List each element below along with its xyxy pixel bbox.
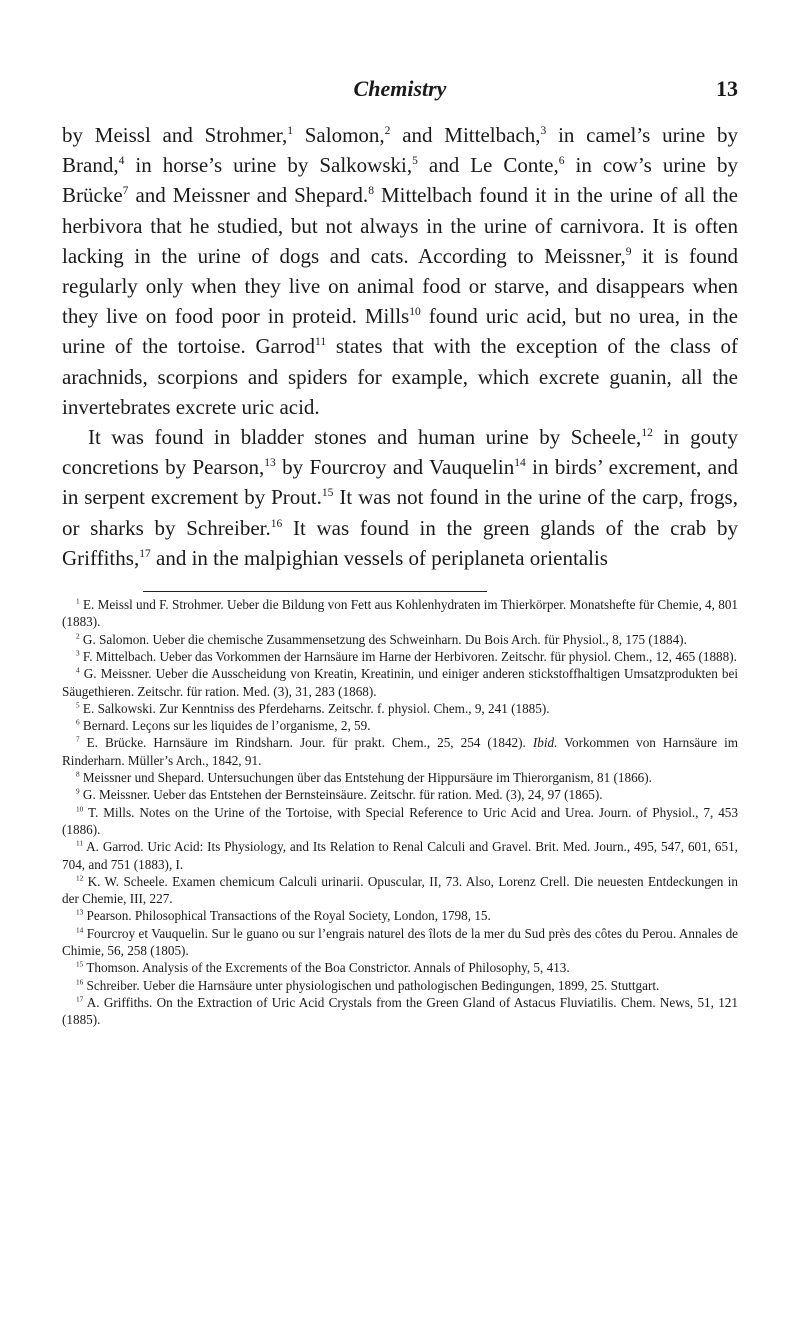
footnote-text: A. Garrod. Uric Acid: Its Physiology, and Its Relation to Renal Calculi and Gravel. Brit. Med. Journ., 495, 547, 601, 651, 704, and 751 (1883), I. xyxy=(62,839,738,872)
footnote-text: G. Meissner. Ueber das Entstehen der Bernsteinsäure. Zeitschr. für ration. Med. (3), 24, 97 (1865). xyxy=(82,787,603,803)
footnote xyxy=(62,665,738,700)
footnote-number: 12 xyxy=(76,874,84,883)
footnote-marker: 1 xyxy=(287,125,293,137)
footnote-rule xyxy=(143,591,487,592)
body-text-run: It was found in the green glands of the crab by Griffiths, xyxy=(62,515,738,570)
footnote xyxy=(62,873,738,908)
book-page xyxy=(62,74,738,1028)
footnote-number: 7 xyxy=(76,736,80,745)
footnote-marker: 4 xyxy=(118,155,125,168)
footnote-text: E. Meissl und F. Strohmer. Ueber die Bildung von Fett aus Kohlenhydraten im Thierkörper. Monatshefte für Chemie, 4, 801 (1883). xyxy=(62,597,739,630)
footnote-text: Meissner und Shepard. Untersuchungen über das Entstehung der Hippursäure im Thierorganism, 81 (1866). xyxy=(82,770,652,786)
footnote-number: 4 xyxy=(76,666,80,675)
footnote xyxy=(62,804,738,839)
footnote-marker: 16 xyxy=(270,517,283,530)
footnote-marker: 10 xyxy=(409,306,421,319)
body-text-run: Salomon, xyxy=(292,123,385,147)
body-text xyxy=(62,120,738,573)
footnote-number: 5 xyxy=(76,701,80,710)
body-text-run: in birds’ excrement, and in serpent excrement by Prout. xyxy=(62,455,738,510)
footnote-marker: 6 xyxy=(558,155,565,168)
body-text-run: in cow’s urine by Brücke xyxy=(62,153,738,208)
body-text-run: by Fourcroy and Vauquelin xyxy=(275,455,515,480)
footnote-text: E. Salkowski. Zur Kenntniss des Pferdeharns. Zeitschr. f. physiol. Chem., 9, 241 (1885). xyxy=(82,700,550,716)
footnote xyxy=(62,907,738,924)
footnote-marker: 5 xyxy=(412,155,418,168)
footnote-text: G. Salomon. Ueber die chemische Zusammensetzung des Schweinharn. Du Bois Arch. für Physiol., 8, 175 (1884). xyxy=(82,631,687,647)
footnote-text: Thomson. Analysis of the Excrements of the Boa Constrictor. Annals of Philosophy, 5, 413. xyxy=(86,960,570,976)
body-text-run: it is found regularly only when they live on animal food or starve, and disappears when they live on food poor in proteid. Mills xyxy=(62,243,738,329)
footnote-text-continued: Vorkommen von Harnsäure im Rinderharn. Müller’s Arch., 1842, 91. xyxy=(62,735,738,768)
footnote-text: A. Griffiths. On the Extraction of Uric Acid Crystals from the Green Gland of Astacus Fluviatilis. Chem. News, 51, 121 (1885). xyxy=(62,994,738,1028)
footnote-number: 6 xyxy=(76,718,80,727)
footnote-number: 13 xyxy=(76,909,84,917)
paragraph xyxy=(62,422,738,573)
body-text-run: by Meissl and Strohmer, xyxy=(62,123,288,147)
body-text-run: in horse’s urine by Salkowski, xyxy=(124,153,413,178)
footnote xyxy=(62,925,738,960)
paragraph xyxy=(62,120,738,422)
body-text-run: and in the malpighian vessels of periplaneta orientalis xyxy=(150,545,608,570)
footnote xyxy=(62,734,738,769)
footnote-text: G. Meissner. Ueber die Ausscheidung von Kreatin, Kreatinin, und einiger anderen stickstoffhaltigen Umsatzprodukten bei Säugethieren. Zeitschr. für ration. Med. (3), 31, 283 (1868). xyxy=(62,666,738,699)
body-text-run: states that with the exception of the class of arachnids, scorpions and spiders for example, which excrete guanin, all the invertebrates excrete uric acid. xyxy=(62,334,739,419)
footnote-text: F. Mittelbach. Ueber das Vorkommen der Harnsäure im Harne der Herbivoren. Zeitschr. für physiol. Chem., 12, 465 (1888). xyxy=(82,648,737,664)
footnote-number: 11 xyxy=(76,839,83,848)
footnote xyxy=(62,838,738,873)
body-text-run: and Mittelbach, xyxy=(390,123,541,147)
footnote xyxy=(62,786,738,803)
footnote-text: T. Mills. Notes on the Urine of the Tortoise, with Special Reference to Uric Acid and Urea. Journ. of Physiol., 7, 453 (1886). xyxy=(62,804,738,837)
footnote-marker: 3 xyxy=(540,125,547,137)
footnote-marker: 2 xyxy=(384,125,391,137)
page-number: 13 xyxy=(716,76,738,101)
body-text-run: in camel’s urine by Brand, xyxy=(62,123,738,178)
ibid-text: Ibid. xyxy=(532,735,558,751)
page-header xyxy=(62,74,738,108)
footnote-number: 16 xyxy=(76,978,84,987)
footnote xyxy=(62,769,738,786)
footnote-number: 8 xyxy=(76,770,80,779)
footnote-marker: 12 xyxy=(641,427,653,440)
footnote-marker: 8 xyxy=(368,185,374,198)
footnote-number: 1 xyxy=(76,597,80,606)
body-text-run: It was found in bladder stones and human urine by Scheele, xyxy=(88,425,642,450)
footnote-text: E. Brücke. Harnsäure im Rindsharn. Jour. für prakt. Chem., 25, 254 (1842). xyxy=(86,735,526,751)
body-text-run: and Meissner and Shepard. xyxy=(128,183,369,208)
footnote-text: K. W. Scheele. Examen chemicum Calculi urinarii. Opuscular, II, 73. Also, Lorenz Crell. Die neuesten Entdeckungen in der Chemie, III, 227. xyxy=(62,873,738,907)
footnote-marker: 7 xyxy=(122,185,129,198)
body-text-run: It was not found in the urine of the carp, frogs, or sharks by Schreiber. xyxy=(62,485,738,540)
footnote-marker: 11 xyxy=(314,336,327,349)
footnote-number: 2 xyxy=(76,632,80,641)
footnote-number: 17 xyxy=(76,995,84,1004)
body-text-run: in gouty concretions by Pearson, xyxy=(62,425,738,480)
body-text-run: and Le Conte, xyxy=(417,153,559,178)
footnote-marker: 15 xyxy=(321,487,334,500)
footnote-marker: 17 xyxy=(139,547,151,560)
footnote-text: Bernard. Leçons sur les liquides de l’organisme, 2, 59. xyxy=(82,718,371,734)
footnote xyxy=(62,959,738,976)
footnote-marker: 13 xyxy=(264,457,276,470)
footnote xyxy=(62,648,738,665)
footnote xyxy=(62,631,738,648)
footnotes xyxy=(62,596,738,1028)
footnote-number: 3 xyxy=(76,649,80,658)
footnote xyxy=(62,994,738,1029)
footnote xyxy=(62,717,738,734)
footnote-number: 15 xyxy=(76,960,84,969)
body-text-run: Mittelbach found it in the urine of all the herbivora that he studied, but not always in the urine of carnivora. It is often lacking in the urine of dogs and cats. According to Meissner, xyxy=(62,183,738,268)
footnote xyxy=(62,977,738,994)
running-title: Chemistry xyxy=(353,76,447,101)
footnote-marker: 9 xyxy=(625,245,632,258)
footnote-number: 9 xyxy=(76,787,80,796)
footnote-marker: 14 xyxy=(514,457,526,470)
footnote-number: 14 xyxy=(76,926,84,935)
footnote xyxy=(62,596,738,631)
body-text-run: found uric acid, but no urea, in the urine of the tortoise. Garrod xyxy=(62,304,739,359)
footnote xyxy=(62,700,738,717)
footnote-text: Pearson. Philosophical Transactions of the Royal Society, London, 1798, 15. xyxy=(86,908,491,924)
footnote-text: Schreiber. Ueber die Harnsäure unter physiologischen und pathologischen Bedingungen, 1899, 25. Stuttgart. xyxy=(86,977,660,993)
footnote-number: 10 xyxy=(76,805,84,814)
footnote-text: Fourcroy et Vauquelin. Sur le guano ou sur l’engrais naturel des îlots de la mer du Sud près des côtes du Perou. Annales de Chimie, 56, 258 (1805). xyxy=(62,925,739,958)
